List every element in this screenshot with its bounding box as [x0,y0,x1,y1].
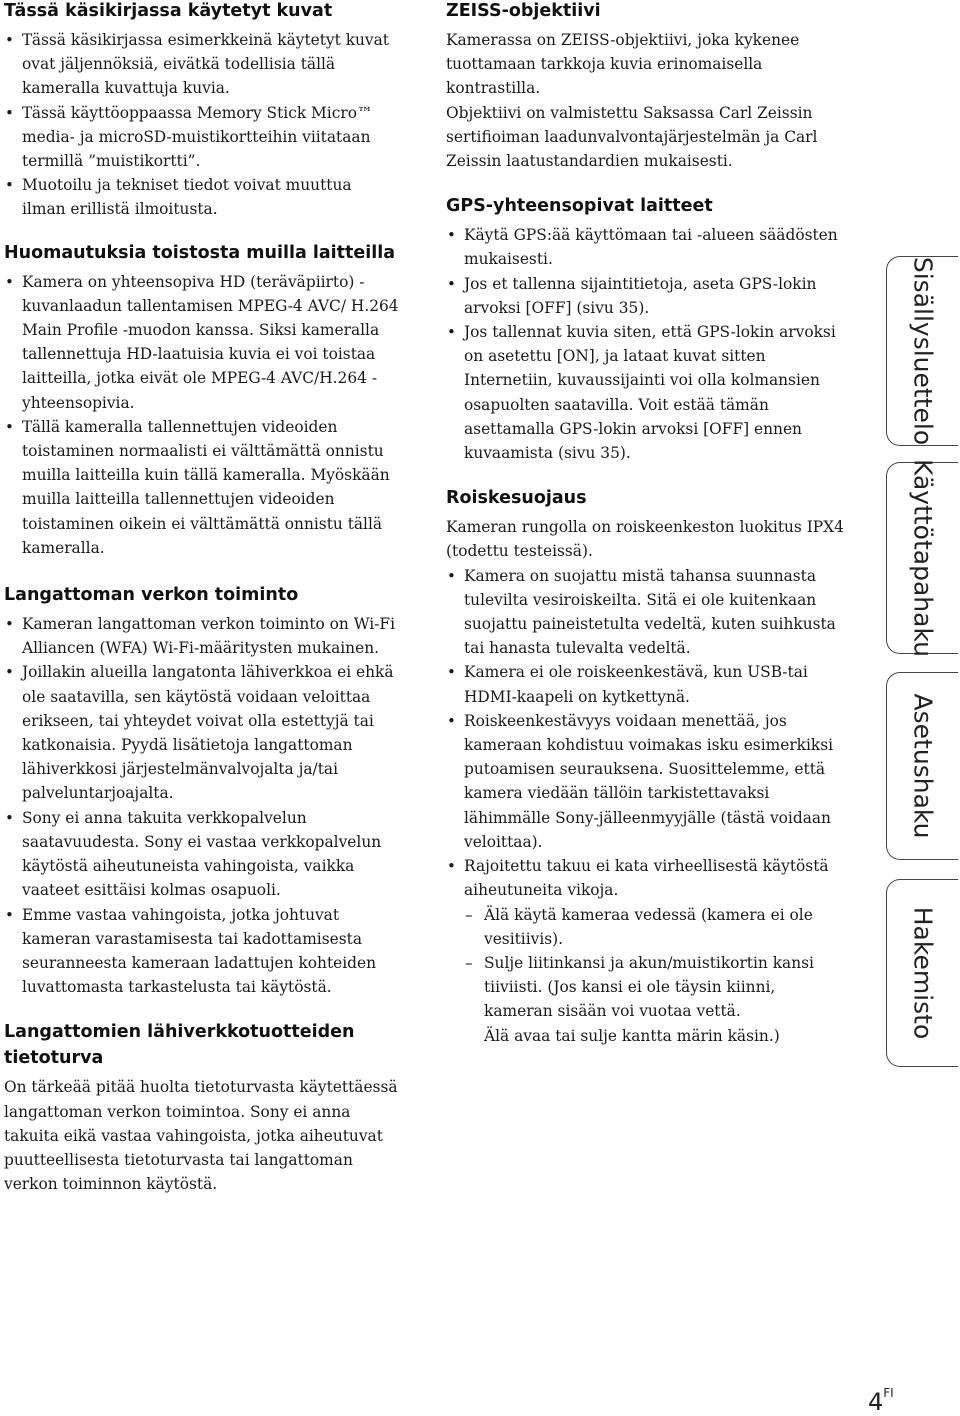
list-item: • Jos et tallenna sijaintitietoja, aseta GPS-lokin arvoksi [OFF] (sivu 35). [446,272,846,320]
tab-index[interactable] [886,879,958,1067]
middle-column [446,0,846,1048]
dash-item: – Sulje liitinkansi ja akun/muistikortin kansi tiiviisti. (Jos kansi ei ole täysin kiinni, kameran sisään voi vuotaa vettä. [446,951,846,1024]
playback-list [4,270,399,560]
tab-settings-search-label: Asetushaku [908,693,937,839]
list-item: • Emme vastaa vahingoista, jotka johtuvat kameran varastamisesta tai kadottamisesta seuranneesta kameraan ladattujen kohteiden luvattomasta tarkastelusta tai käytöstä. [4,903,399,1000]
list-item: • Käytä GPS:ää käyttömaan tai -alueen säädösten mukaisesti. [446,223,846,271]
section-title-security: Langattomien lähiverkkotuotteiden tietoturva [4,1022,355,1069]
list-item: • Kamera on yhteensopiva HD (teräväpiirto) -kuvanlaadun tallentamisen MPEG-4 AVC/ H.264 Main Profile -muodon kanssa. Siksi kameralla tallennettuja HD-laatuisia kuvia ei voi toistaa laitteilla, jotka eivät ole MPEG-4 AVC/H.264 -yhteensopivia. [4,270,399,415]
list-item: • Roiskeenkestävyys voidaan menettää, jos kameraan kohdistuu voimakas isku esimerkiksi putoamisen seurauksena. Suosittelemme, että kamera viedään tällöin tarkistettavaksi lähimmälle Sony-jälleenmyyjälle (tästä voidaan veloittaa). [446,709,846,854]
list-item: • Joillakin alueilla langatonta lähiverkkoa ei ehkä ole saatavilla, sen käytöstä voidaan veloittaa erikseen, tai yhteydet voivat olla estettyjä tai katkonaisia. Pyydä lisätietoja langattoman lähiverkkosi järjestelmänvalvojalta ja/tai palveluntarjoajalta. [4,660,399,805]
list-item: • Kameran langattoman verkon toiminto on Wi-Fi Alliancen (WFA) Wi-Fi-määritysten mukainen. [4,612,399,660]
list-item: • Jos tallennat kuvia siten, että GPS-lokin arvoksi on asetettu [ON], ja lataat kuvat sitten Internetiin, kuvaussijainti voi olla kolmansien osapuolten saatavilla. Voit estää tämän asettamalla GPS-lokin arvoksi [OFF] ennen kuvaamista (sivu 35). [446,320,846,465]
page-number [868,1388,894,1416]
tab-operation-search-label: Käyttötapahaku [908,459,937,657]
dash-item-continued: Älä avaa tai sulje kantta märin käsin.) [484,1026,780,1045]
list-item: • Tässä käyttöoppaassa Memory Stick Micro™ media- ja microSD-muistikortteihin viitataan termillä ”muistikortti”. [4,101,399,174]
security-text: On tärkeää pitää huolta tietoturvasta käytettäessä langattoman verkon toimintoa. Sony ei anna takuita eikä vastaa vahingoista, jotka aiheutuvat puutteellisesta tietoturvasta tai langattoman verkon toiminnon käytöstä. [4,1078,398,1194]
page-number-suffix: FI [883,1386,894,1400]
page-number-value: 4 [868,1388,884,1416]
tab-contents-label: Sisällysluettelo [908,256,937,446]
splash-intro: Kameran rungolla on roiskeenkeston luokitus IPX4 (todettu testeissä). [446,518,844,561]
section-title-gps: GPS-yhteensopivat laitteet [446,196,713,217]
section-title-splash: Roiskesuojaus [446,488,587,509]
tab-index-label: Hakemisto [908,906,937,1040]
list-item: • Kamera on suojattu mistä tahansa suunnasta tulevilta vesiroiskeilta. Sitä ei ole kuitenkaan suojattu paineistetulta vedeltä, kuten suihkusta tai hanasta tulevalta vedeltä. [446,564,846,661]
section-title-zeiss: ZEISS-objektiivi [446,1,601,21]
section-title-wireless: Langattoman verkon toiminto [4,585,299,606]
list-item: • Kamera ei ole roiskeenkestävä, kun USB-tai HDMI-kaapeli on kytkettynä. [446,660,846,708]
tab-contents[interactable] [886,256,958,446]
section-title-playback: Huomautuksia toistosta muilla laitteilla [4,242,396,263]
illustrations-list [4,28,399,222]
zeiss-text-2: Objektiivi on valmistettu Saksassa Carl Zeissin sertifioiman laadunvalvontajärjestelmän ja Carl Zeissin laatustandardien mukaisesti. [446,103,818,171]
section-title-illustrations: Tässä käsikirjassa käytetyt kuvat [4,1,333,21]
list-item: • Sony ei anna takuita verkkopalvelun saatavuudesta. Sony ei vastaa verkkopalvelun käytöstä aiheutuneista vahingoista, vaikka vaateet esittäisi kolmas osapuoli. [4,806,399,903]
left-column [4,0,399,1196]
list-item: • Tässä käsikirjassa esimerkkeinä käytetyt kuvat ovat jäljennöksiä, eivätkä todellisia tällä kameralla kuvattuja kuvia. [4,28,399,101]
zeiss-text-1: Kamerassa on ZEISS-objektiivi, joka kykenee tuottamaan tarkkoja kuvia erinomaisella kontrastilla. [446,31,800,98]
gps-list [446,223,846,465]
list-item: • Muotoilu ja tekniset tiedot voivat muuttua ilman erillistä ilmoitusta. [4,173,399,221]
dash-item: – Älä käytä kameraa vedessä (kamera ei ole vesitiivis). [446,903,846,951]
list-item: • Rajoitettu takuu ei kata virheellisestä käytöstä aiheutuneita vikoja. [446,854,846,902]
wireless-list [4,612,399,999]
list-item: • Tällä kameralla tallennettujen videoiden toistaminen normaalisti ei välttämättä onnistu muilla laitteilla kuin tällä kameralla. Myöskään muilla laitteilla tallennettujen videoiden toistaminen oikein ei välttämättä onnistu tällä kameralla. [4,415,399,560]
tab-operation-search[interactable] [886,459,958,657]
tab-settings-search[interactable] [886,672,958,860]
splash-list [446,564,846,1048]
